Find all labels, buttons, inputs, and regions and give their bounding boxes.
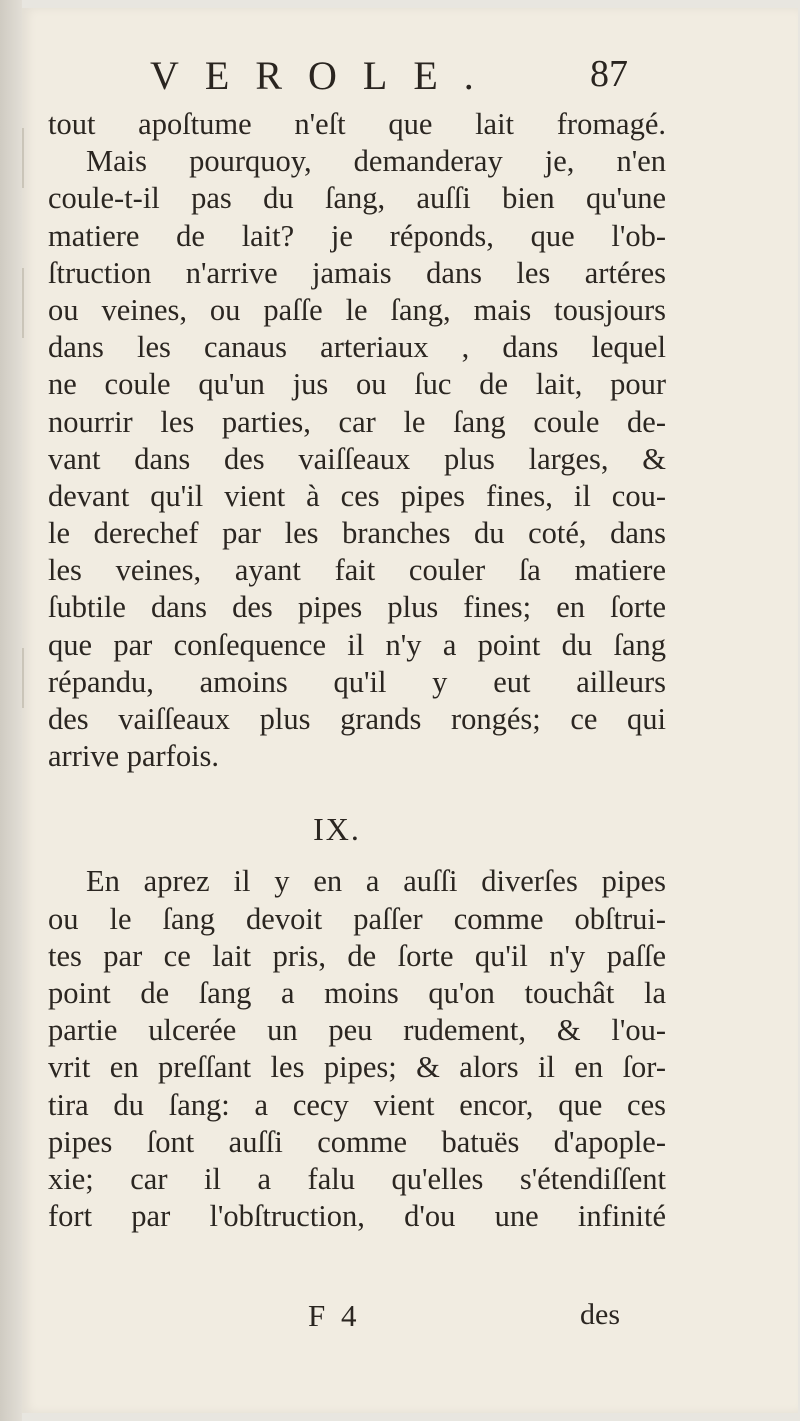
text-line: partie ulcerée un peu rudement, & l'ou-: [48, 1013, 666, 1048]
scan-left-edge: [0, 0, 22, 1421]
text-line: matiere de lait? je réponds, que l'ob-: [48, 218, 666, 253]
text-line: point de ſang a moins qu'on touchât la: [48, 975, 666, 1010]
page-number: 87: [590, 53, 628, 95]
text-line: nourrir les parties, car le ſang coule de-: [48, 404, 666, 439]
text-line: xie; car il a falu qu'elles s'étendiſſent: [48, 1161, 666, 1196]
text-line: vrit en preſſant les pipes; & alors il en ſor-: [48, 1050, 666, 1085]
text-line: arrive parfois.: [48, 739, 220, 774]
text-line: dans les canaus arteriaux , dans lequel: [48, 330, 666, 365]
text-line: tes par ce lait pris, de ſorte qu'il n'y paſſe: [48, 938, 666, 973]
text-line: tira du ſang: a cecy vient encor, que ces: [48, 1087, 666, 1122]
text-line: pipes ſont auſſi comme batuës d'apople-: [48, 1124, 666, 1159]
text-line: ſubtile dans des pipes plus fines; en ſorte: [48, 590, 666, 625]
text-line: répandu, amoins qu'il y eut ailleurs: [48, 664, 666, 699]
text-line: des vaiſſeaux plus grands rongés; ce qui: [48, 702, 666, 736]
text-line: ou le ſang devoit paſſer comme obſtrui-: [48, 901, 666, 936]
text-line: Mais pourquoy, demanderay je, n'en: [86, 144, 666, 179]
text-line: le derechef par les branches du coté, dans: [48, 516, 666, 551]
text-line: ſtruction n'arrive jamais dans les artéres: [48, 255, 666, 290]
book-page: [22, 8, 798, 1413]
text-line: les veines, ayant fait couler ſa matiere: [48, 553, 666, 588]
section-heading: IX.: [313, 811, 361, 848]
section-text: [48, 863, 666, 1235]
margin-mark: [22, 268, 24, 338]
text-line: coule-t-il pas du ſang, auſſi bien qu'une: [48, 181, 666, 216]
page-footer: [22, 1298, 798, 1342]
catchword: des: [580, 1298, 620, 1331]
text-line: fort par l'obſtruction, d'ou une infinité: [48, 1199, 666, 1234]
text-line: tout apoſtume n'eſt que lait fromagé.: [48, 107, 666, 141]
text-line: vant dans des vaiſſeaux plus larges, &: [48, 441, 666, 476]
running-title: VEROLE.: [150, 53, 500, 98]
margin-mark: [22, 648, 24, 708]
text-line: que par conſequence il n'y a point du ſang: [48, 627, 666, 662]
body-text: [48, 106, 666, 1235]
text-line: ou veines, ou paſſe le ſang, mais tousjours: [48, 292, 666, 327]
text-line: devant qu'il vient à ces pipes fines, il cou-: [48, 478, 666, 513]
text-line: En aprez il y en a auſſi diverſes pipes: [86, 864, 666, 899]
text-line: ne coule qu'un jus ou ſuc de lait, pour: [48, 367, 666, 402]
running-header: [22, 52, 798, 98]
margin-mark: [22, 128, 24, 188]
signature-mark: F 4: [308, 1298, 361, 1333]
